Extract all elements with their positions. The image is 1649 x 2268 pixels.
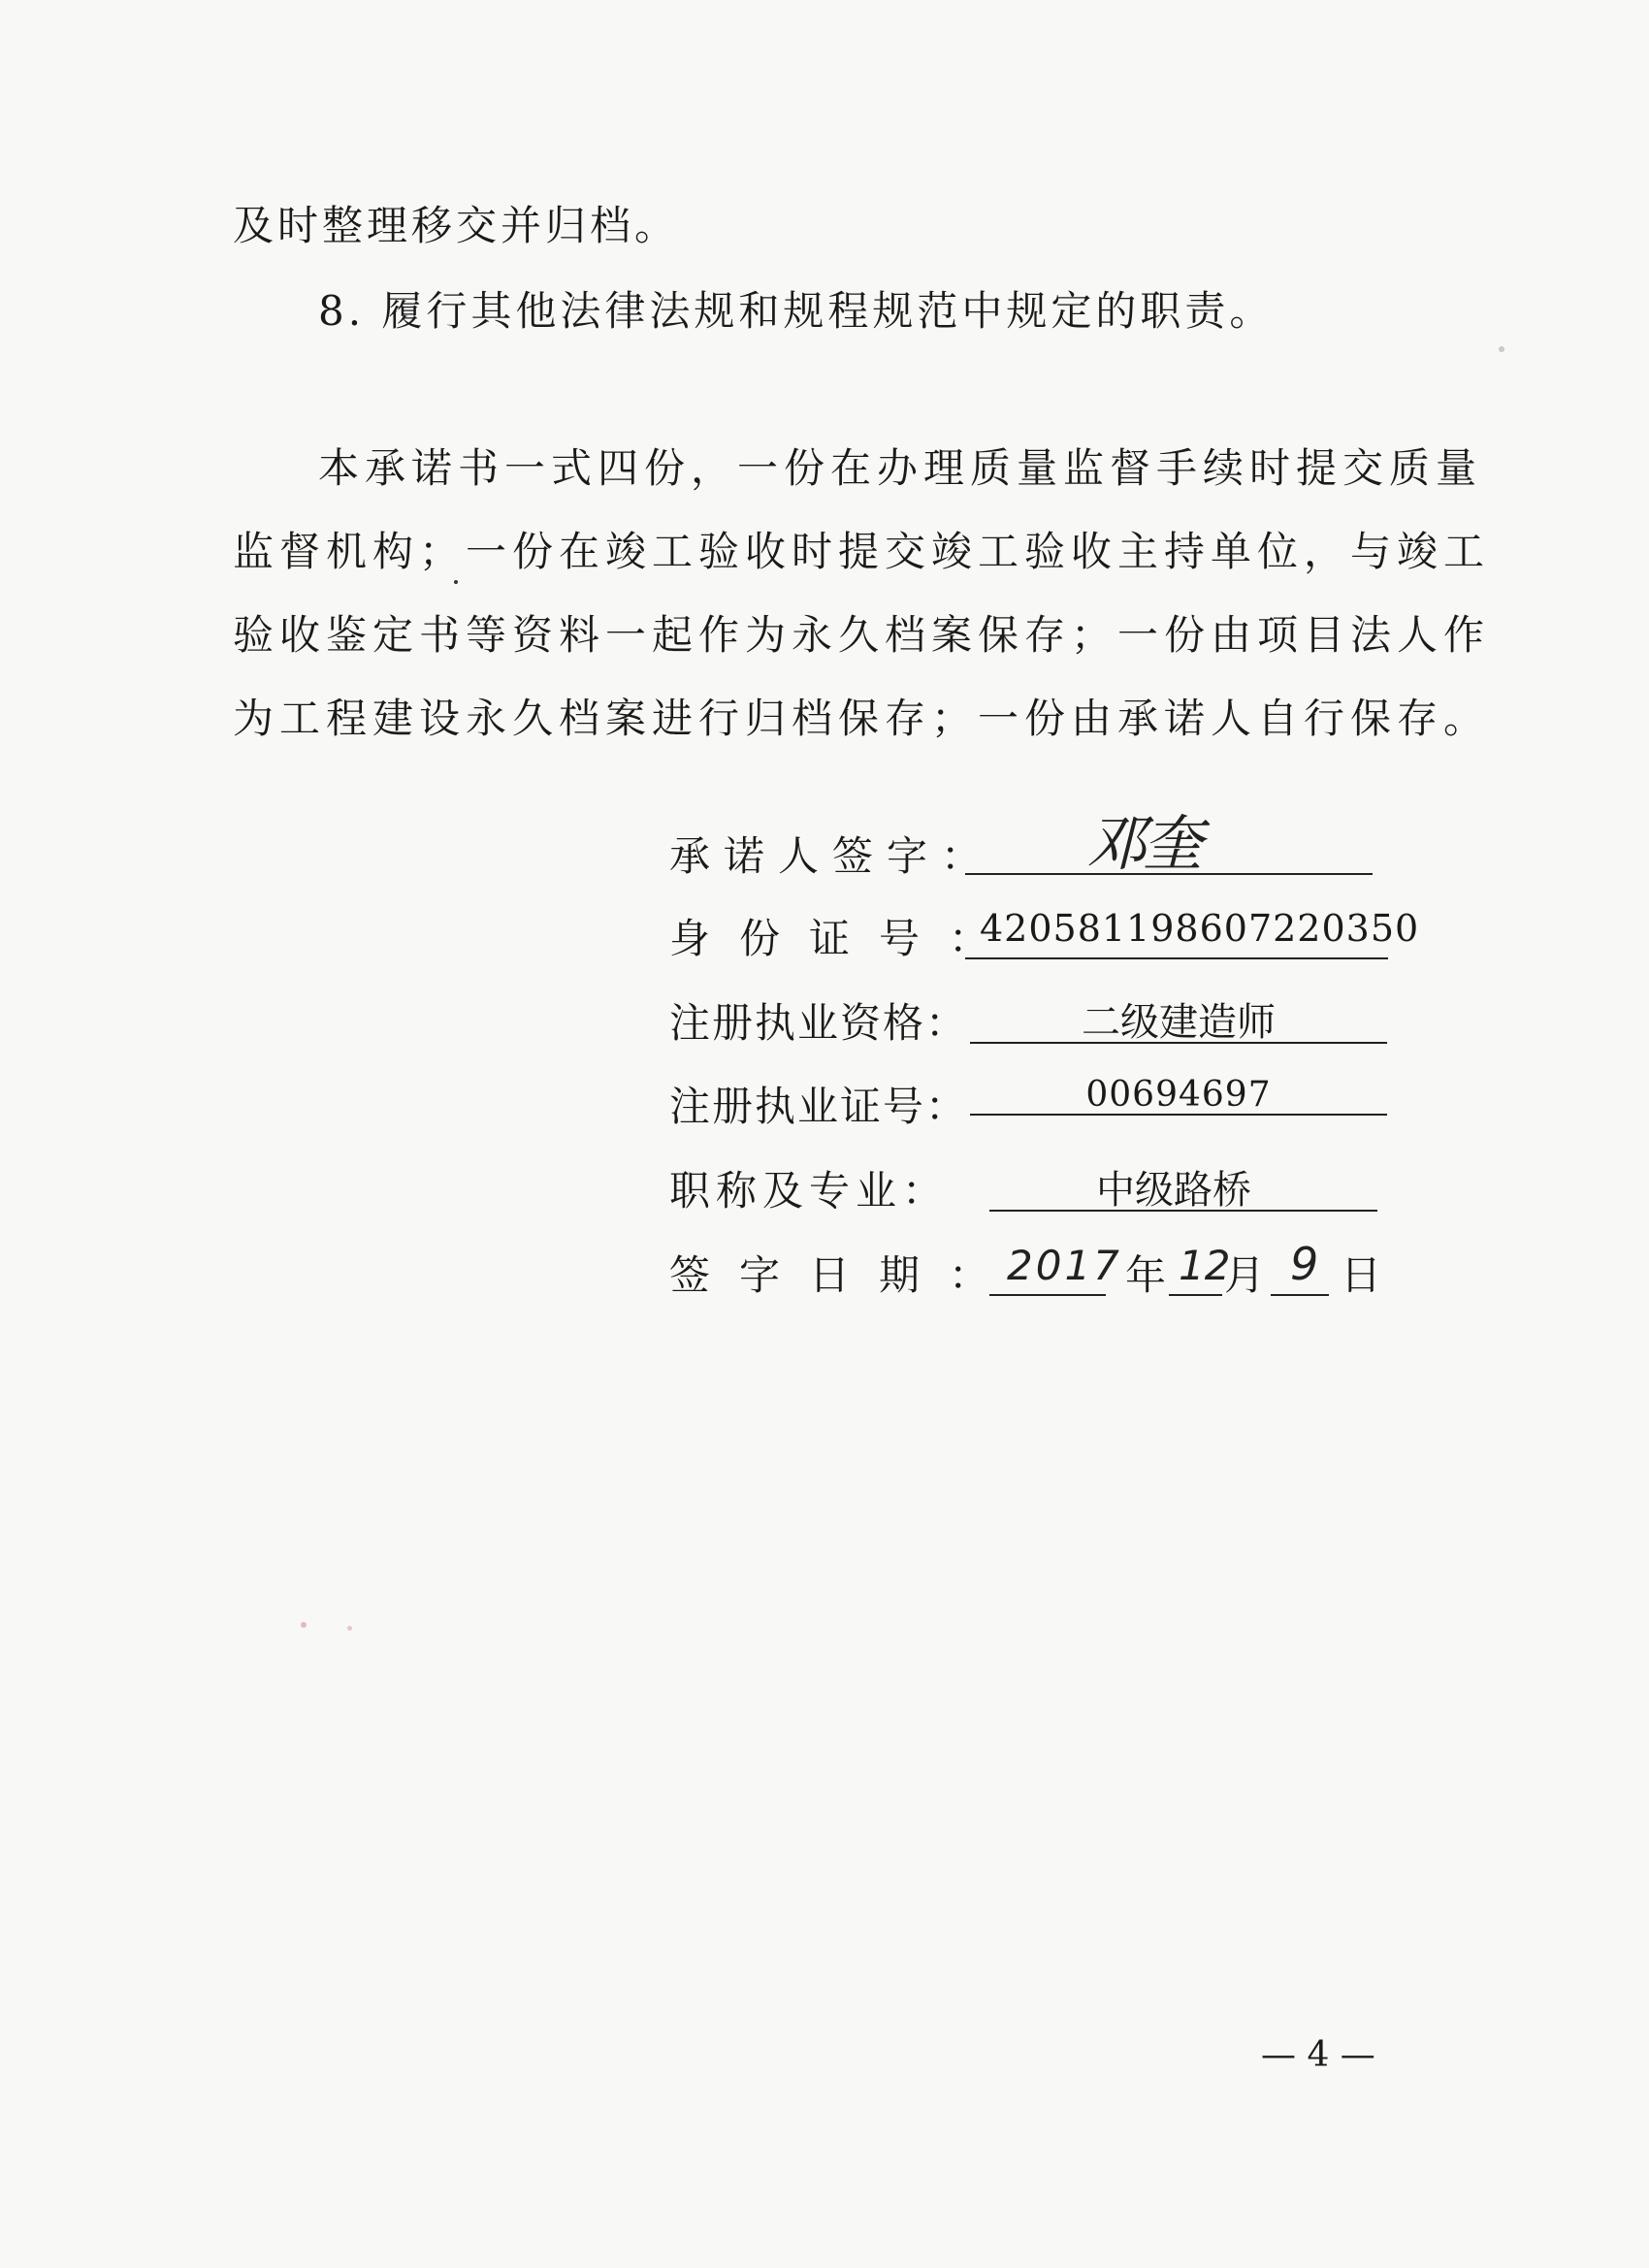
scan-speck <box>454 580 458 584</box>
date-day-unit: 日 <box>1341 1251 1382 1299</box>
paragraph-line-5: 验收鉴定书等资料一起作为永久档案保存；一份由项目法人作 <box>233 611 1491 659</box>
signature-label: 承诺人签字： <box>669 832 996 880</box>
date-row <box>669 1238 1406 1302</box>
certificate-row <box>669 1075 1406 1133</box>
signature-row <box>669 808 1406 883</box>
paragraph-line-4: 监督机构；一份在竣工验收时提交竣工验收主持单位，与竣工 <box>233 528 1491 575</box>
paragraph-line-1: 及时整理移交并归档。 <box>233 202 680 249</box>
scan-speck <box>301 1622 307 1628</box>
paragraph-line-6: 为工程建设永久档案进行归档保存；一份由承诺人自行保存。 <box>233 695 1491 742</box>
date-month-underline <box>1169 1294 1222 1296</box>
date-label: 签字日期： <box>669 1251 1019 1299</box>
title-row <box>669 1159 1406 1217</box>
paragraph-line-3: 本承诺书一式四份，一份在办理质量监督手续时提交质量 <box>318 444 1483 492</box>
date-month-value: 12 <box>1179 1242 1231 1289</box>
title-label: 职称及专业： <box>669 1167 950 1215</box>
date-day-underline <box>1271 1294 1329 1296</box>
date-year-value: 2017 <box>1007 1242 1122 1289</box>
qualification-value: 二级建造师 <box>1082 1000 1276 1045</box>
certificate-label: 注册执业证号： <box>669 1083 969 1130</box>
signature-handwritten: 邓奎 <box>1086 808 1200 879</box>
date-day-value: 9 <box>1290 1238 1319 1290</box>
id-value: 420581198607220350 <box>980 907 1420 950</box>
date-month-unit: 月 <box>1224 1251 1266 1299</box>
date-year-underline <box>989 1294 1106 1296</box>
paragraph-line-2: 8. 履行其他法律法规和规程规范中规定的职责。 <box>318 287 1275 335</box>
id-row <box>669 907 1420 965</box>
scan-speck <box>347 1626 352 1631</box>
scan-speck <box>1499 346 1504 352</box>
qualification-label: 注册执业资格： <box>669 999 969 1047</box>
id-label: 身份证号： <box>669 915 1019 962</box>
id-underline <box>965 957 1388 959</box>
page-number: — 4 — <box>1261 2035 1375 2075</box>
qualification-row <box>669 991 1406 1050</box>
date-year-unit: 年 <box>1125 1251 1167 1299</box>
certificate-value: 00694697 <box>1085 1075 1272 1115</box>
title-value: 中级路桥 <box>1096 1168 1251 1213</box>
